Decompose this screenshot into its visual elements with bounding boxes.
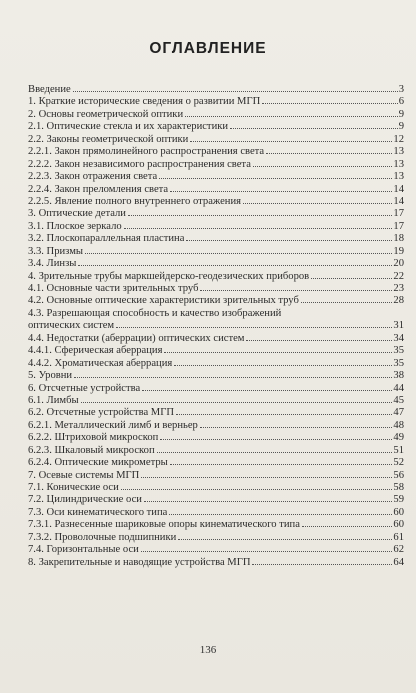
toc-entry-label: 4.4.1. Сферическая аберрация xyxy=(28,345,163,357)
toc-entry-label: 6.1. Лимбы xyxy=(28,394,79,406)
toc-entry-label: 3. Оптические детали xyxy=(28,208,126,220)
toc-entry-label: 7.4. Горизонтальные оси xyxy=(28,544,139,556)
toc-entry xyxy=(28,432,404,444)
toc-entry-label: 3.4. Линзы xyxy=(28,258,77,270)
toc-entry xyxy=(28,171,404,183)
toc-dot-leader xyxy=(174,365,392,366)
toc-entry-page: 59 xyxy=(393,494,404,506)
toc-dot-leader xyxy=(85,253,392,254)
toc-entry-label: 5. Уровни xyxy=(28,370,73,382)
toc-entry xyxy=(28,407,404,419)
toc-entry-label: 4. Зрительные трубы маркшейдерско-геодезических приборов xyxy=(28,270,310,282)
toc-entry-page: 9 xyxy=(398,108,404,120)
toc-entry xyxy=(28,221,404,233)
toc-dot-leader xyxy=(81,402,393,403)
toc-dot-leader xyxy=(246,340,392,341)
toc-entry-page: 60 xyxy=(393,519,404,531)
toc-entry-label: 3.3. Призмы xyxy=(28,245,84,257)
toc-entry-label: 7.2. Цилиндрические оси xyxy=(28,494,142,506)
toc-dot-leader xyxy=(230,128,398,129)
toc-dot-leader xyxy=(128,215,392,216)
toc-dot-leader xyxy=(253,166,393,167)
toc-entry xyxy=(28,134,404,146)
toc-entry xyxy=(28,109,404,121)
toc-entry-page: 64 xyxy=(393,556,404,568)
toc-entry xyxy=(28,358,404,370)
toc-dot-leader xyxy=(185,116,398,117)
toc-entry xyxy=(28,333,404,345)
toc-dot-leader xyxy=(164,352,392,353)
toc-dot-leader xyxy=(160,439,392,440)
toc-dot-leader xyxy=(266,153,392,154)
toc-entry xyxy=(28,494,404,506)
toc-entry xyxy=(28,96,404,108)
toc-entry-label: 6.2.4. Оптические микрометры xyxy=(28,457,168,469)
toc-entry xyxy=(28,184,404,196)
toc-entry-page: 34 xyxy=(393,332,404,344)
toc-entry xyxy=(28,159,404,171)
toc-entry-label: 7.3.2. Проволочные подшипники xyxy=(28,531,177,543)
toc-dot-leader xyxy=(142,390,392,391)
toc-dot-leader xyxy=(176,414,392,415)
toc-entry-label: 7.1. Конические оси xyxy=(28,482,119,493)
toc-entry xyxy=(28,470,404,482)
toc-entry-label: 2.2.3. Закон отражения света xyxy=(28,171,158,183)
toc-entry xyxy=(28,519,404,531)
toc-entry-label: 3.1. Плоское зеркало xyxy=(28,220,122,232)
toc-entry-page: 14 xyxy=(393,195,404,207)
toc-entry-label: 4.1. Основные части зрительных труб xyxy=(28,283,199,294)
toc-entry-label: 7.3. Оси кинематического типа xyxy=(28,506,168,518)
toc-dot-leader xyxy=(186,240,392,241)
toc-dot-leader xyxy=(301,302,393,303)
toc-entry xyxy=(28,320,404,332)
toc-entry-page: 9 xyxy=(398,121,404,133)
toc-entry-label: 2.1. Оптические стекла и их характеристики xyxy=(28,121,229,133)
toc-entry-page: 58 xyxy=(393,482,404,493)
toc-entry xyxy=(28,233,404,245)
toc-entry-page: 56 xyxy=(393,469,404,481)
toc-entry-page: 35 xyxy=(393,345,404,357)
toc-entry xyxy=(28,258,404,270)
toc-entry-page: 13 xyxy=(393,158,404,170)
toc-entry-label: 7. Осевые системы МГП xyxy=(28,469,140,481)
toc-entry xyxy=(28,246,404,258)
toc-entry xyxy=(28,121,404,133)
toc-entry-page: 49 xyxy=(393,432,404,444)
toc-entry-label: 2.2.2. Закон независимого распространения света xyxy=(28,158,251,170)
toc-entry xyxy=(28,295,404,307)
toc-entry-label: оптических систем xyxy=(28,320,115,332)
toc-entry-page: 6 xyxy=(398,96,404,108)
toc-entry-page: 61 xyxy=(393,531,404,543)
toc-dot-leader xyxy=(116,327,392,328)
toc-entry-page: 3 xyxy=(398,84,404,95)
toc-entry-page: 60 xyxy=(393,506,404,518)
toc-entry-page: 51 xyxy=(393,444,404,456)
toc-dot-leader xyxy=(73,91,398,92)
toc-entry-page: 44 xyxy=(393,382,404,394)
toc-entry xyxy=(28,557,404,569)
toc-entry-page: 45 xyxy=(393,394,404,406)
toc-dot-leader xyxy=(78,265,392,266)
toc-dot-leader xyxy=(243,203,392,204)
toc-entry-page: 13 xyxy=(393,171,404,183)
toc-entry-page: 19 xyxy=(393,245,404,257)
toc-entry-page: 52 xyxy=(393,457,404,469)
toc-entry xyxy=(28,146,404,158)
toc-entry-label: 6. Отсчетные устройства xyxy=(28,382,141,394)
toc-entry-label: 2.2.4. Закон преломления света xyxy=(28,183,169,195)
toc-entry-page: 28 xyxy=(393,295,404,307)
toc-entry-page: 18 xyxy=(393,233,404,245)
toc-entry-label: 8. Закрепительные и наводящие устройства МГП xyxy=(28,556,251,568)
toc-entry xyxy=(28,196,404,208)
toc-dot-leader xyxy=(262,103,397,104)
toc-entry-label: 7.3.1. Разнесенные шариковые опоры кинематического типа xyxy=(28,519,300,531)
toc-entry-label: 6.2.3. Шкаловый микроскоп xyxy=(28,444,155,456)
toc-entry-label: 3.2. Плоскопараллельная пластина xyxy=(28,233,185,245)
toc-entry xyxy=(28,445,404,457)
toc-dot-leader xyxy=(200,290,392,291)
toc-entry-page: 13 xyxy=(393,146,404,158)
toc-entry xyxy=(28,383,404,395)
toc-entry xyxy=(28,420,404,432)
table-of-contents xyxy=(28,84,404,569)
toc-entry-label: 6.2.1. Металлический лимб и верньер xyxy=(28,419,198,431)
toc-entry-label: 4.4. Недостатки (аберрации) оптических систем xyxy=(28,332,245,344)
toc-entry xyxy=(28,482,404,494)
toc-entry-label: 2.2. Законы геометрической оптики xyxy=(28,133,189,145)
toc-entry-label: 6.2.2. Штриховой микроскоп xyxy=(28,432,159,444)
toc-entry-label: 4.2. Основные оптические характеристики зрительных труб xyxy=(28,295,299,307)
toc-entry-page: 48 xyxy=(393,419,404,431)
toc-dot-leader xyxy=(178,539,392,540)
toc-entry-page: 31 xyxy=(393,320,404,332)
toc-entry-label: 4.3. Разрешающая способность и качество изображений xyxy=(28,307,282,319)
toc-entry-page: 22 xyxy=(393,270,404,282)
toc-entry xyxy=(28,84,404,96)
toc-entry-page: 12 xyxy=(393,133,404,145)
toc-dot-leader xyxy=(159,178,392,179)
toc-entry xyxy=(28,271,404,283)
toc-dot-leader xyxy=(170,191,392,192)
toc-entry-label: 1. Краткие исторические сведения о развитии МГП xyxy=(28,96,261,108)
toc-dot-leader xyxy=(169,514,392,515)
toc-entry-page: 47 xyxy=(393,407,404,419)
toc-entry-page: 35 xyxy=(393,357,404,369)
toc-dot-leader xyxy=(170,464,393,465)
toc-entry xyxy=(28,370,404,382)
toc-entry-page: 17 xyxy=(393,220,404,232)
toc-entry-label: Введение xyxy=(28,84,71,95)
toc-entry xyxy=(28,457,404,469)
toc-entry-page: 62 xyxy=(393,544,404,556)
toc-dot-leader xyxy=(144,501,392,502)
toc-dot-leader xyxy=(190,141,392,142)
toc-entry-page: 20 xyxy=(393,258,404,270)
toc-dot-leader xyxy=(200,427,393,428)
toc-entry-label: 2.2.1. Закон прямолинейного распространения света xyxy=(28,146,265,158)
toc-entry-page: 23 xyxy=(393,283,404,294)
page-number: 136 xyxy=(199,644,217,656)
toc-dot-leader xyxy=(124,228,393,229)
toc-entry-page: 38 xyxy=(393,370,404,382)
toc-entry-page: 17 xyxy=(393,208,404,220)
toc-dot-leader xyxy=(121,489,393,490)
toc-entry-label: 2.2.5. Явление полного внутреннего отражения xyxy=(28,195,241,207)
toc-dot-leader xyxy=(157,452,393,453)
toc-entry-label: 4.4.2. Хроматическая аберрация xyxy=(28,357,173,369)
toc-entry-label: 6.2. Отсчетные устройства МГП xyxy=(28,407,174,419)
toc-entry xyxy=(28,308,404,320)
toc-dot-leader xyxy=(141,477,392,478)
toc-dot-leader xyxy=(302,526,392,527)
page-title: ОГЛАВЛЕНИЕ xyxy=(149,40,267,57)
toc-entry xyxy=(28,345,404,357)
toc-dot-leader xyxy=(252,564,392,565)
toc-entry xyxy=(28,395,404,407)
toc-entry xyxy=(28,544,404,556)
toc-entry xyxy=(28,507,404,519)
toc-entry xyxy=(28,208,404,220)
toc-entry-page: 14 xyxy=(393,183,404,195)
toc-dot-leader xyxy=(311,278,392,279)
toc-entry-label: 2. Основы геометрической оптики xyxy=(28,108,184,120)
toc-entry xyxy=(28,283,404,295)
toc-entry xyxy=(28,532,404,544)
toc-dot-leader xyxy=(74,377,392,378)
toc-dot-leader xyxy=(141,551,393,552)
